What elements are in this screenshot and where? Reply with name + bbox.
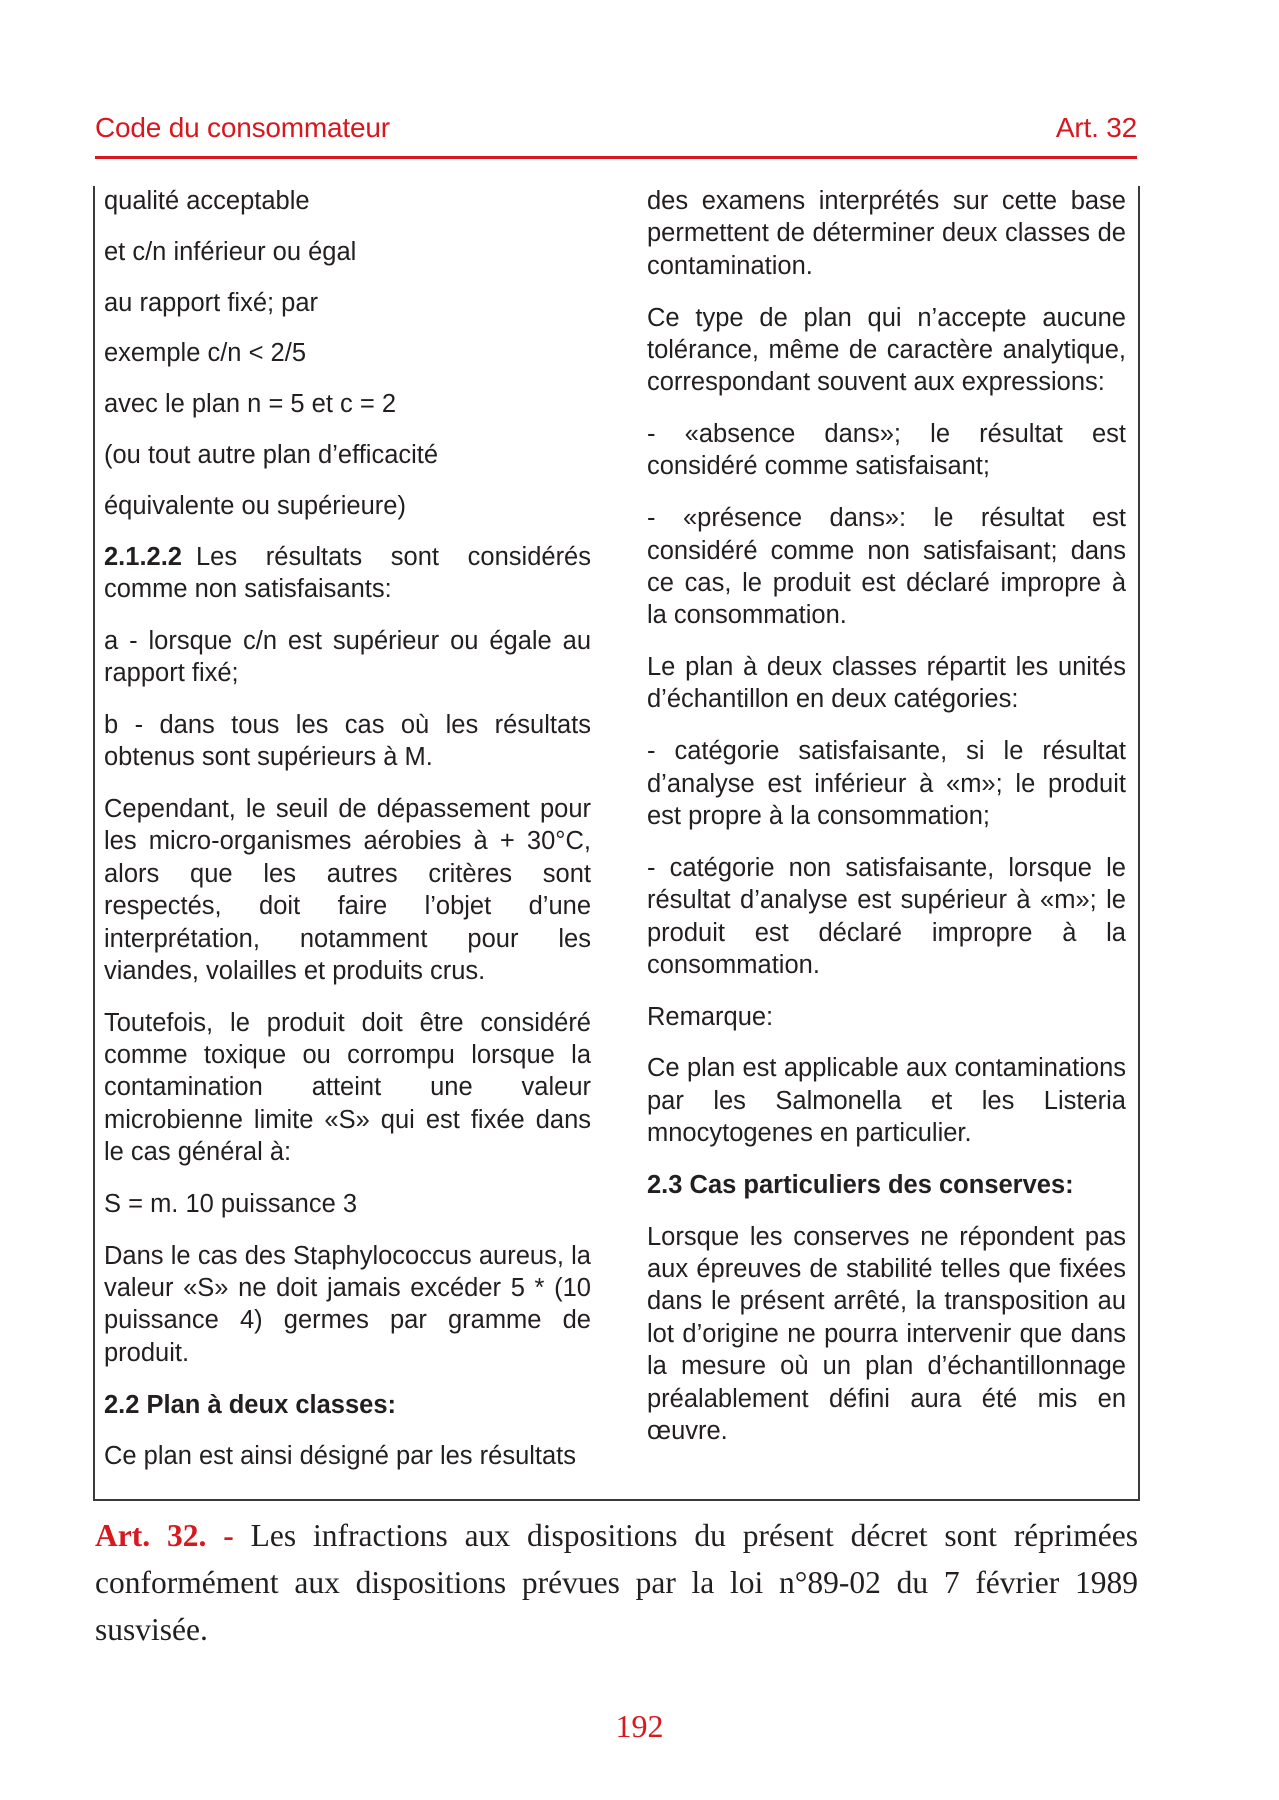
- text-line: avec le plan n = 5 et c = 2: [104, 390, 397, 419]
- remark-label: Remarque:: [647, 1002, 774, 1031]
- text-line: au rapport fixé; par: [104, 288, 319, 317]
- article-label: Art. 32. -: [95, 1518, 234, 1553]
- heading-2-2: [104, 1389, 591, 1421]
- item-satisfaisante: - catégorie satisfaisante, si le résultat d’analyse est inférieur à «m»; le produit est propre à la consommation;: [647, 737, 1126, 830]
- article-reference: Art. 32: [1055, 112, 1137, 143]
- article-text: Les infractions aux dispositions du présent décret sont réprimées conformément aux dispositions prévues par la loi n°89-02 du 7 février 1989 susvisée.: [95, 1518, 1138, 1647]
- right-column: [647, 185, 1126, 1467]
- item-a: a - lorsque c/n est supérieur ou égale au rapport fixé;: [104, 626, 591, 688]
- heading-2-3: [647, 1169, 1126, 1201]
- article-32: [95, 1512, 1138, 1653]
- paragraph-continuation: des examens interprétés sur cette base permettent de déterminer deux classes de contamination.: [647, 187, 1126, 280]
- item-b: b - dans tous les cas où les résultats obtenus sont supérieurs à M.: [104, 710, 591, 772]
- paragraph-2-2-start: Ce plan est ainsi désigné par les résultats: [104, 1442, 577, 1471]
- heading-2-2-text: 2.2 Plan à deux classes:: [104, 1390, 397, 1419]
- text-line: équivalente ou supérieure): [104, 491, 406, 520]
- formula: S = m. 10 puissance 3: [104, 1189, 358, 1218]
- item-non-satisfaisante: - catégorie non satisfaisante, lorsque le résultat d’analyse est supérieur à «m»; le produit est déclaré impropre à la consommation.: [647, 853, 1126, 979]
- paragraph-repartit: Le plan à deux classes répartit les unités d’échantillon en deux catégories:: [647, 653, 1126, 714]
- paragraph-plan-type: Ce type de plan qui n’accepte aucune tolérance, même de caractère analytique, correspondant souvent aux expressions:: [647, 303, 1126, 397]
- item-presence: - «présence dans»: le résultat est considéré comme non satisfaisant; dans ce cas, le produit est déclaré impropre à la consommation.: [647, 504, 1126, 630]
- paragraph-toutefois: Toutefois, le produit doit être considéré comme toxique ou corrompu lorsque la contamination atteint une valeur microbienne limite «S» qui est fixée dans le cas général à:: [104, 1008, 591, 1167]
- left-column: [104, 185, 591, 1492]
- text-line: qualité acceptable: [104, 187, 310, 215]
- book-title: Code du consommateur: [95, 112, 390, 143]
- section-number: 2.1.2.2: [104, 542, 182, 571]
- item-absence: - «absence dans»; le résultat est considéré comme satisfaisant;: [647, 420, 1126, 481]
- section-2122: [104, 541, 591, 606]
- paragraph-cependant: Cependant, le seuil de dépassement pour les micro-organismes aérobies à + 30°C, alors que les autres critères sont respectés, doit faire l’objet d’une interprétation, notamment pour les viandes, volailles et produits crus.: [104, 794, 591, 985]
- heading-2-3-text: 2.3 Cas particuliers des conserves:: [647, 1170, 1074, 1199]
- remark-text: Ce plan est applicable aux contaminations par les Salmonella et les Listeria mnocytogenes en particulier.: [647, 1054, 1126, 1148]
- text-line: (ou tout autre plan d’efficacité: [104, 440, 439, 469]
- paragraph-conserves: Lorsque les conserves ne répondent pas aux épreuves de stabilité telles que fixées dans le présent arrêté, la transposition au lot d’origine ne pourra intervenir que dans la mesure où un plan d’échantillonnage préalablement défini aura été mis en œuvre.: [647, 1222, 1126, 1445]
- paragraph-staphylococcus: Dans le cas des Staphylococcus aureus, la valeur «S» ne doit jamais excéder 5 * (10 puissance 4) germes par gramme de produit.: [104, 1241, 591, 1367]
- header-rule: [95, 156, 1137, 159]
- text-line: et c/n inférieur ou égal: [104, 237, 357, 266]
- text-line: exemple c/n < 2/5: [104, 339, 306, 368]
- running-header: [95, 112, 1137, 152]
- page-number: 192: [615, 1708, 664, 1744]
- section-text: Les résultats sont considérés comme non satisfaisants:: [104, 542, 591, 603]
